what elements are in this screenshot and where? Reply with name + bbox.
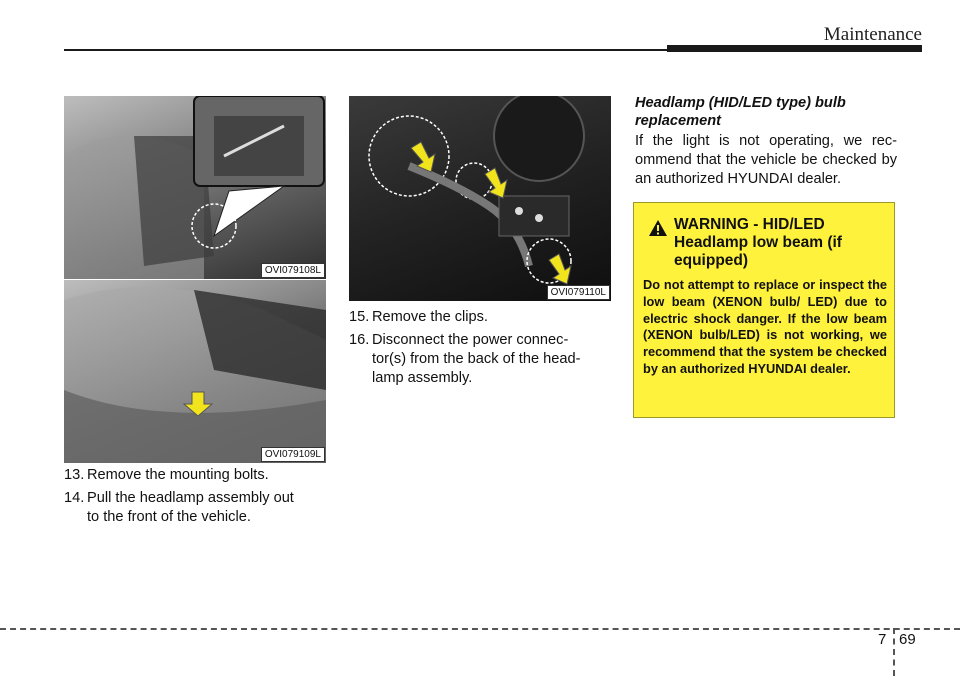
footer-rule (0, 628, 960, 630)
header-title: Maintenance (823, 24, 922, 45)
figure-code: OVI079110L (547, 285, 610, 300)
warning-title: WARNING - HID/LED Headlamp low beam (if equipped) (674, 216, 842, 269)
step-15 (349, 308, 611, 327)
step-13 (64, 466, 326, 485)
step-text-continued: to the front of the vehicle. (87, 509, 251, 525)
figure-headlamp-bolts (64, 96, 326, 279)
step-text: Disconnect the power connec- (372, 332, 569, 348)
section-heading: Headlamp (HID/LED type) bulb replacement (635, 95, 846, 129)
figure-headlamp-bolts-illustration (64, 96, 326, 279)
figure-power-connector (349, 96, 611, 301)
footer-chapter-number: 7 (878, 631, 887, 648)
figure-headlamp-front (64, 280, 326, 463)
step-number: 15. (349, 309, 370, 325)
step-text: Pull the headlamp assembly out (87, 490, 294, 506)
step-text: Remove the clips. (372, 309, 488, 325)
figure-code: OVI079109L (261, 447, 325, 462)
warning-box (633, 202, 895, 418)
section-body: If the light is not operating, we rec- ommend that the vehicle be checked by an authorized HYUNDAI dealer. (635, 133, 897, 187)
step-text: Remove the mounting bolts. (87, 467, 269, 483)
figure-power-connector-illustration (349, 96, 611, 301)
step-14 (64, 489, 326, 527)
step-16 (349, 331, 611, 388)
footer-divider (893, 628, 895, 676)
figure-headlamp-front-illustration (64, 280, 326, 463)
footer-page-number: 69 (899, 631, 916, 648)
warning-triangle-icon (648, 219, 668, 237)
arrow-icon (485, 168, 507, 198)
step-text-continued: tor(s) from the back of the head- lamp assembly. (372, 351, 581, 386)
step-number: 14. (64, 490, 85, 506)
arrow-icon (549, 254, 571, 284)
warning-text: Do not attempt to replace or inspect the low beam (XENON bulb/ LED) due to electric shock danger. If the low beam (XENON bulb/LED) is not working, we recommend that the system be checked by an authorized HYUNDAI dealer. (643, 277, 887, 376)
figure-code: OVI079108L (261, 263, 325, 278)
step-number: 16. (349, 332, 370, 348)
step-number: 13. (64, 467, 85, 483)
header-rule-accent (667, 45, 922, 52)
